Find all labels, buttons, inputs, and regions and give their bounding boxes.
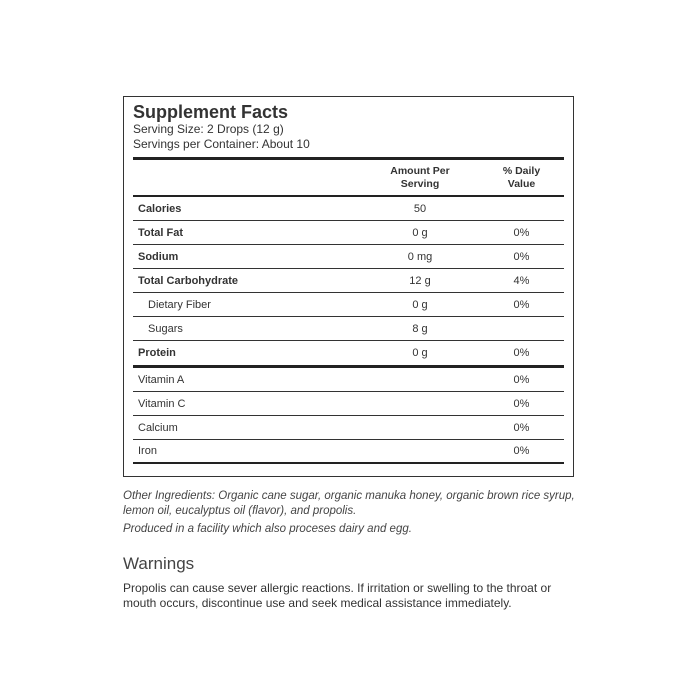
nutrient-row: Sugars 8 g <box>133 317 564 341</box>
warnings-heading: Warnings <box>123 554 195 573</box>
facility-note: Produced in a facility which also proceses dairy and egg. <box>123 523 412 535</box>
column-header-row <box>133 160 564 195</box>
nutrient-row: Total Carbohydrate 12 g 4% <box>133 269 564 293</box>
other-ingredients: Other Ingredients: Organic cane sugar, organic manuka honey, organic brown rice syrup, lemon oil, eucalyptus oil (flavor), and propolis. <box>123 490 575 517</box>
supplement-facts-panel <box>123 96 574 477</box>
vitamin-row: Vitamin C 0% <box>133 392 564 416</box>
vitamin-row: Vitamin A 0% <box>133 368 564 392</box>
nutrient-row: Sodium 0 mg 0% <box>133 245 564 269</box>
daily-value-header: % Daily Value <box>502 164 541 190</box>
warnings-text: Propolis can cause sever allergic reactions. If irritation or swelling to the throat or mouth occurs, discontinue use and seek medical assistance immediately. <box>123 581 552 610</box>
facts-title: Supplement Facts <box>133 102 289 122</box>
vitamin-row: Iron 0% <box>133 440 564 464</box>
serving-size: Serving Size: 2 Drops (12 g) <box>133 122 284 136</box>
vitamin-row: Calcium 0% <box>133 416 564 440</box>
nutrient-row: Protein 0 g 0% <box>138 347 530 359</box>
nutrient-row: Calories 50 <box>133 197 564 221</box>
servings-per-container: Servings per Container: About 10 <box>133 137 310 151</box>
nutrient-row: Total Fat 0 g 0% <box>133 221 564 245</box>
nutrient-row: Dietary Fiber 0 g 0% <box>133 293 564 317</box>
amount-per-serving-header: Amount Per Serving <box>390 164 450 190</box>
